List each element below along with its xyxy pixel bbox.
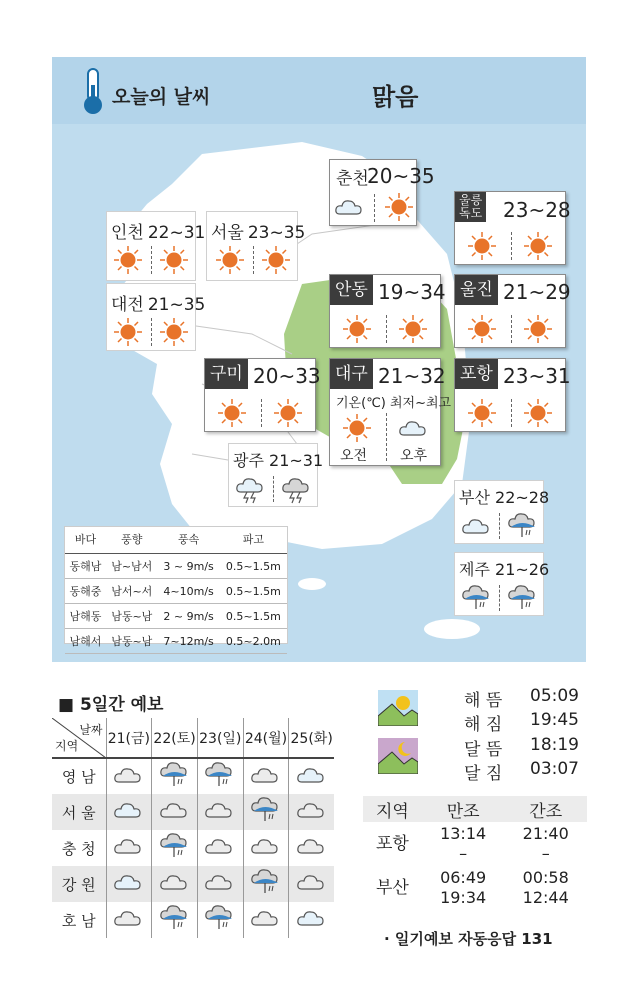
forecast-region: 충 청 (52, 830, 106, 866)
overcast-icon (113, 760, 145, 790)
overcast-icon (296, 831, 328, 861)
low-tide-cell (504, 866, 587, 910)
forecast-cell (243, 830, 289, 866)
forecast-header-row (52, 718, 334, 758)
forecast-cell (106, 866, 152, 902)
sun-icon (523, 398, 553, 428)
weather-condition: 맑음 (372, 83, 419, 111)
corner-cell (52, 718, 106, 758)
cell: 남해서 (65, 629, 106, 654)
forecast-cell (152, 902, 198, 938)
city-card-gumi (204, 358, 321, 432)
city-name: 구미 (205, 359, 248, 389)
city-name: 안동 (330, 275, 373, 305)
tide-time: – (541, 844, 550, 863)
forecast-cell (106, 830, 152, 866)
tide-time: 21:40 (522, 824, 569, 843)
tide-time: 13:14 (440, 824, 487, 843)
cloud-icon (113, 867, 145, 897)
forecast-cell (243, 758, 289, 794)
city-name: 제주 (459, 560, 490, 579)
sun-icon (523, 314, 553, 344)
sun-icon (215, 245, 245, 275)
forecast-cell (197, 794, 243, 830)
sunrise-label: 해 뜸 (464, 691, 503, 711)
col-header: 지역 (363, 796, 422, 822)
city-name: 부산 (459, 488, 490, 507)
city-temp-range: 23~31 (503, 364, 571, 388)
sun-icon (467, 398, 497, 428)
col-header: 만조 (422, 796, 505, 822)
forecast-cell (197, 830, 243, 866)
cloud-rain-icon (507, 511, 539, 541)
city-temp-range: 20~35 (367, 164, 435, 188)
forecast-cell (106, 902, 152, 938)
cell: 0.5~1.5m (220, 579, 287, 604)
table-row (65, 629, 287, 654)
col-header: 바다 (65, 527, 106, 554)
tide-row (363, 822, 587, 866)
city-card-jeju (454, 552, 550, 616)
divider (511, 399, 512, 427)
overcast-thunder-icon (281, 474, 313, 504)
cell: 4~10m/s (158, 579, 220, 604)
sunrise-icon (378, 690, 418, 726)
corner-region-label: 지역 (55, 739, 79, 753)
cell: 0.5~1.5m (220, 604, 287, 629)
cloud-icon (461, 511, 493, 541)
jeju-island (424, 619, 480, 639)
city-temp-range: 23~35 (247, 223, 306, 243)
city-temp-range: 21~26 (495, 560, 550, 579)
cloud-thunder-icon (235, 474, 267, 504)
cell: 남동~남 (106, 629, 158, 654)
table-row (65, 579, 287, 604)
moonset-time: 03:07 (530, 759, 579, 779)
day-header: 23(일) (197, 718, 243, 758)
forecast-cell (243, 866, 289, 902)
city-card-daejeon (106, 283, 206, 351)
city-temp-range: 21~31 (269, 451, 324, 470)
sun-icon (467, 314, 497, 344)
city-card-busan (454, 480, 550, 544)
tide-time: 19:34 (440, 888, 487, 907)
moonrise-icon (378, 738, 418, 774)
forecast-cell (197, 758, 243, 794)
city-name: 포항 (455, 359, 498, 389)
cell: 0.5~2.0m (220, 629, 287, 654)
city-card-daegu (329, 358, 452, 466)
cell: 2 ~ 9m/s (158, 604, 220, 629)
city-name: 서울 (211, 223, 244, 243)
sun-icon (342, 413, 372, 443)
forecast-row (52, 830, 334, 866)
cloud-icon (334, 192, 364, 222)
forecast-cell (243, 794, 289, 830)
forecast-cell (152, 830, 198, 866)
overcast-icon (113, 831, 145, 861)
city-name: 인천 (111, 223, 144, 243)
divider (261, 399, 262, 427)
map-header (52, 57, 586, 124)
cell: 남서~서 (106, 579, 158, 604)
city-card-uljin (454, 274, 571, 348)
forecast-cell (152, 866, 198, 902)
table-header-row (65, 527, 287, 554)
cloud-rain-icon (204, 903, 236, 933)
table-row (65, 554, 287, 579)
forecast-cell (289, 794, 334, 830)
cell: 남동~남 (106, 604, 158, 629)
cloud-icon (398, 413, 428, 443)
divider (511, 232, 512, 260)
city-card-incheon (106, 211, 206, 281)
city-temp-range: 23~28 (503, 198, 571, 222)
city-card-ulleung-dokdo (454, 191, 571, 265)
overcast-icon (250, 831, 282, 861)
divider (253, 246, 254, 274)
forecast-region: 서 울 (52, 794, 106, 830)
cloud-rain-icon (507, 583, 539, 613)
divider (374, 194, 375, 222)
day-header: 22(토) (152, 718, 198, 758)
city-temp-range: 21~29 (503, 280, 571, 304)
sun-icon (113, 245, 143, 275)
page-title: 오늘의 날씨 (112, 86, 211, 108)
forecast-cell (152, 794, 198, 830)
five-day-forecast-table (52, 718, 334, 938)
divider (151, 246, 152, 274)
cell: 남해동 (65, 604, 106, 629)
forecast-cell (152, 758, 198, 794)
city-card-pohang (454, 358, 571, 432)
tide-time: – (459, 844, 468, 863)
city-temp-range: 19~34 (378, 280, 446, 304)
cloud-rain-icon (250, 795, 282, 825)
tide-time: 00:58 (522, 868, 569, 887)
thermometer-icon (80, 67, 106, 115)
divider (499, 585, 500, 611)
forecast-title: ■ 5일간 예보 (58, 695, 164, 715)
cell: 남~남서 (106, 554, 158, 579)
tide-region: 포항 (375, 834, 409, 854)
low-tide-cell (504, 822, 587, 866)
sun-icon (113, 317, 143, 347)
city-temp-range: 22~31 (147, 223, 206, 243)
city-temp-range: 22~28 (495, 488, 550, 507)
divider (386, 315, 387, 343)
moonrise-time: 18:19 (530, 735, 579, 755)
city-temp-range: 21~35 (147, 295, 206, 315)
city-card-andong (329, 274, 446, 348)
tide-region: 부산 (375, 878, 409, 898)
forecast-row (52, 758, 334, 794)
sun-icon (159, 317, 189, 347)
cell: 0.5~1.5m (220, 554, 287, 579)
forecast-region: 영 남 (52, 758, 106, 794)
sun-icon (217, 398, 247, 428)
cell: 7~12m/s (158, 629, 220, 654)
forecast-row (52, 902, 334, 938)
overcast-icon (250, 760, 282, 790)
moonset-label: 달 짐 (464, 764, 503, 784)
city-card-seoul (206, 211, 306, 281)
corner-date-label: 날짜 (79, 723, 103, 737)
legend-temp-caption: 기온(℃) 최저~최고 (336, 396, 452, 411)
tide-time: 12:44 (522, 888, 569, 907)
overcast-icon (204, 831, 236, 861)
high-tide-cell (422, 866, 505, 910)
cloud-rain-icon (204, 760, 236, 790)
city-name: 대전 (111, 295, 144, 315)
city-card-gwangju (228, 443, 324, 507)
city-name: 춘천 (336, 169, 369, 189)
tide-table (363, 796, 587, 910)
city-name: 대구 (330, 359, 373, 389)
cell: 동해남 (65, 554, 106, 579)
city-name: 울릉 독도 (459, 193, 483, 220)
city-temp-range: 21~32 (378, 364, 446, 388)
forecast-row (52, 866, 334, 902)
overcast-icon (113, 903, 145, 933)
cloud-icon (296, 760, 328, 790)
overcast-icon (159, 795, 191, 825)
forecast-row (52, 794, 334, 830)
col-header: 풍속 (158, 527, 220, 554)
cloud-rain-icon (461, 583, 493, 613)
forecast-cell (289, 902, 334, 938)
table-row (65, 604, 287, 629)
forecast-cell (243, 902, 289, 938)
overcast-icon (296, 867, 328, 897)
cloud-icon (296, 903, 328, 933)
day-header: 21(금) (106, 718, 152, 758)
city-name: 광주 (233, 451, 264, 470)
sea-conditions-table (64, 526, 288, 648)
cell: 동해중 (65, 579, 106, 604)
sun-icon (261, 245, 291, 275)
cloud-icon (113, 795, 145, 825)
forecast-region: 강 원 (52, 866, 106, 902)
overcast-icon (250, 903, 282, 933)
cloud-rain-icon (159, 760, 191, 790)
divider (151, 318, 152, 346)
city-temp-range: 20~33 (253, 364, 321, 388)
overcast-icon (296, 795, 328, 825)
cloud-rain-icon (250, 867, 282, 897)
overcast-icon (204, 795, 236, 825)
sun-icon (467, 231, 497, 261)
forecast-cell (106, 758, 152, 794)
forecast-cell (197, 902, 243, 938)
divider (511, 315, 512, 343)
city-name: 울진 (455, 275, 498, 305)
tide-time: 06:49 (440, 868, 487, 887)
city-tag (455, 192, 486, 222)
tide-header-row (363, 796, 587, 822)
forecast-cell (289, 866, 334, 902)
moonrise-label: 달 뜸 (464, 740, 503, 760)
day-header: 25(화) (289, 718, 334, 758)
divider (499, 513, 500, 539)
high-tide-cell (422, 822, 505, 866)
tide-row (363, 866, 587, 910)
col-header: 풍향 (106, 527, 158, 554)
divider (386, 413, 387, 461)
cloud-rain-icon (159, 903, 191, 933)
forecast-cell (106, 794, 152, 830)
col-header: 파고 (220, 527, 287, 554)
sun-icon (523, 231, 553, 261)
legend-am: 오전 (340, 448, 368, 464)
sunset-label: 해 짐 (464, 715, 503, 735)
forecast-region: 호 남 (52, 902, 106, 938)
divider (273, 476, 274, 502)
overcast-icon (159, 867, 191, 897)
city-card-chuncheon (329, 159, 435, 226)
sun-icon (273, 398, 303, 428)
forecast-cell (289, 758, 334, 794)
cell: 3 ~ 9m/s (158, 554, 220, 579)
col-header: 간조 (504, 796, 587, 822)
forecast-cell (197, 866, 243, 902)
sun-icon (398, 314, 428, 344)
legend-pm: 오후 (400, 448, 428, 464)
forecast-cell (289, 830, 334, 866)
sunset-time: 19:45 (530, 710, 579, 730)
sun-icon (384, 192, 414, 222)
phone-service-note: · 일기예보 자동응답 131 (384, 930, 553, 948)
cloud-rain-icon (159, 831, 191, 861)
island (298, 578, 326, 590)
sunrise-time: 05:09 (530, 686, 579, 706)
overcast-icon (204, 867, 236, 897)
day-header: 24(월) (243, 718, 289, 758)
sun-icon (159, 245, 189, 275)
sun-icon (342, 314, 372, 344)
